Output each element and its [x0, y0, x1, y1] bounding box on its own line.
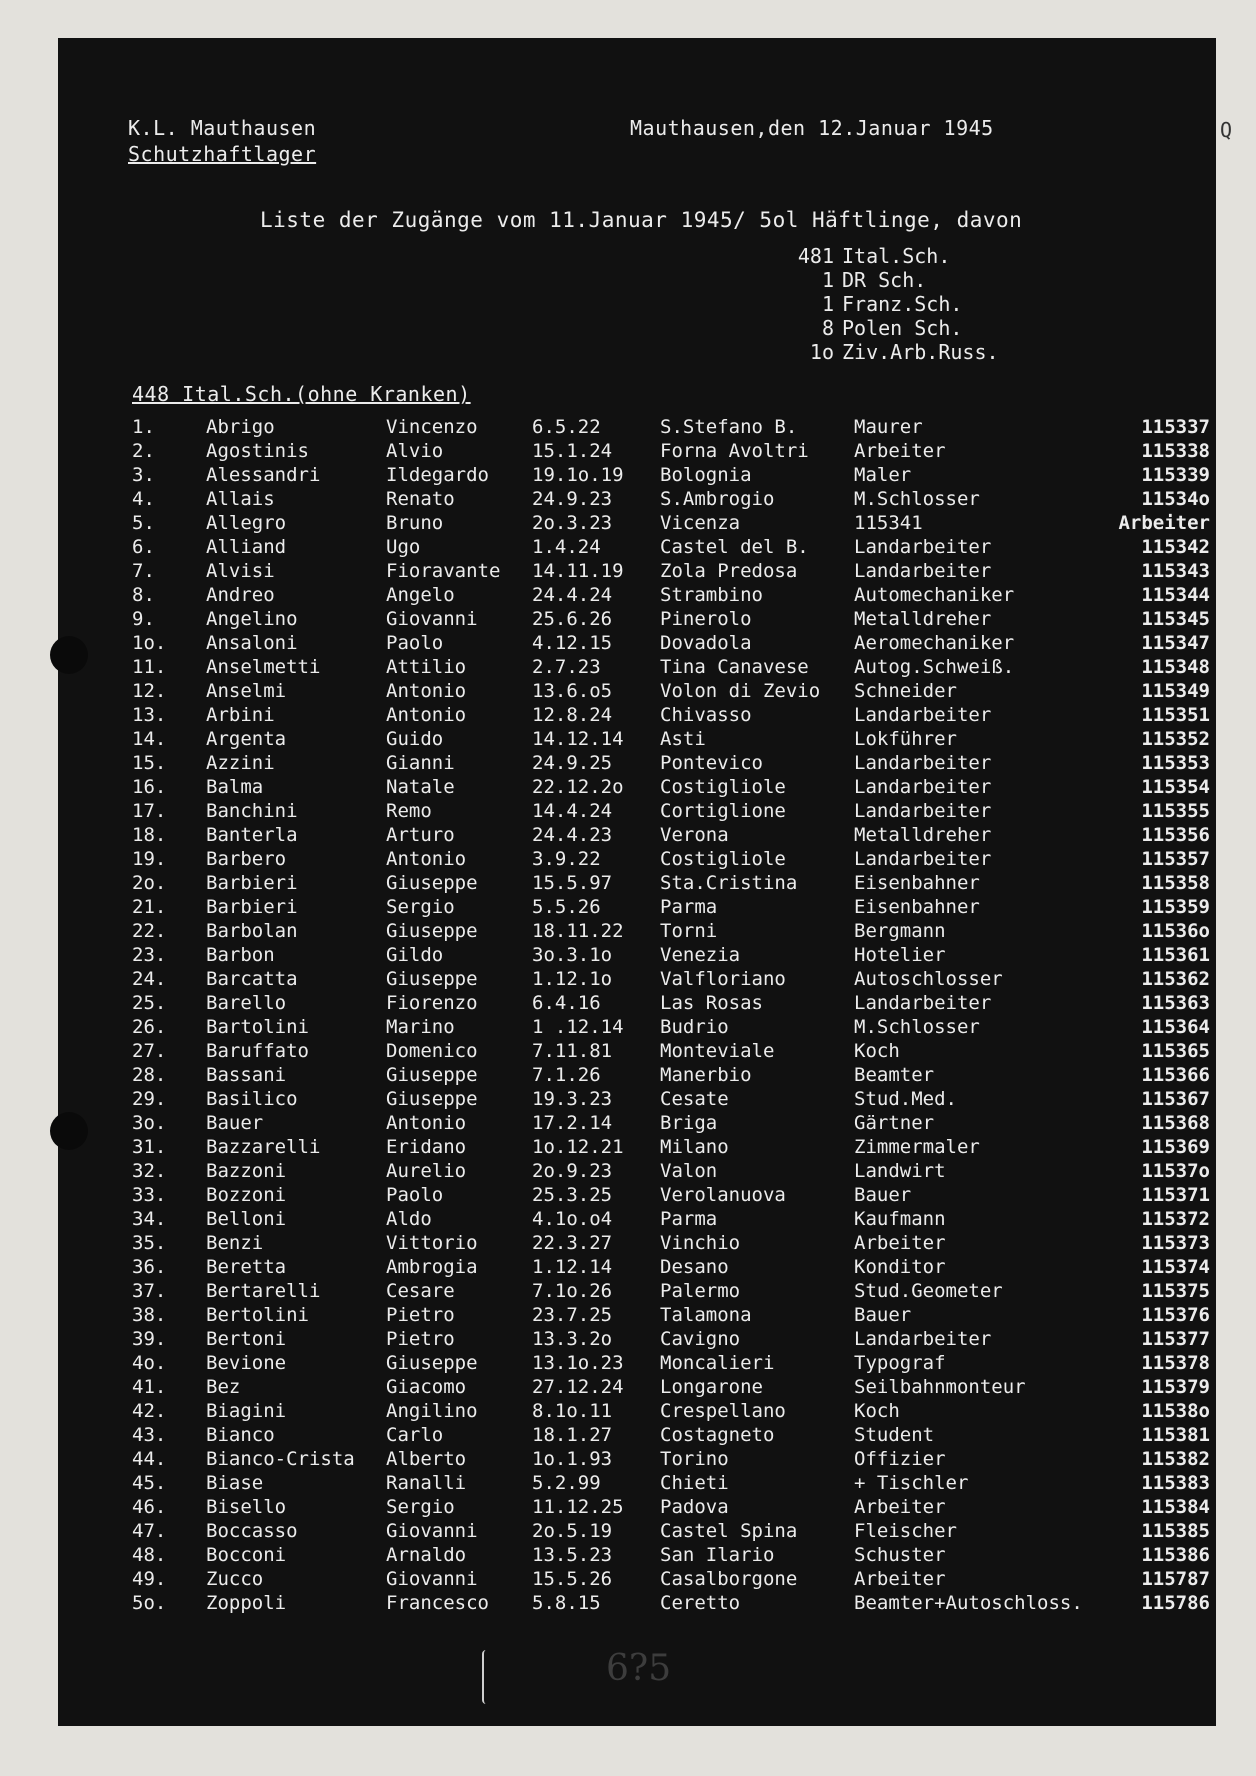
- list-item: 31. Bazzarelli Eridano 1o.12.21 Milano Zimmermaler 115369: [132, 1136, 1210, 1158]
- list-item: 3o. Bauer Antonio 17.2.14 Briga Gärtner 115368: [132, 1112, 1210, 1134]
- list-item: 17. Banchini Remo 14.4.24 Cortiglione Landarbeiter 115355: [132, 800, 1210, 822]
- list-item: 35. Benzi Vittorio 22.3.27 Vinchio Arbeiter 115373: [132, 1232, 1210, 1254]
- list-item: 27. Baruffato Domenico 7.11.81 Monteviale Koch 115365: [132, 1040, 1210, 1062]
- summary-row: 8 Polen Sch.: [821, 316, 963, 340]
- section-title: 448 Ital.Sch.(ohne Kranken): [132, 382, 471, 406]
- list-item: 41. Bez Giacomo 27.12.24 Longarone Seilbahnmonteur 115379: [132, 1376, 1210, 1398]
- summary-row: 481 Ital.Sch.: [797, 244, 951, 268]
- list-item: 28. Bassani Giuseppe 7.1.26 Manerbio Beamter 115366: [132, 1064, 1210, 1086]
- list-item: 1. Abrigo Vincenzo 6.5.22 S.Stefano B. Maurer 115337: [132, 416, 1210, 438]
- list-item: 24. Barcatta Giuseppe 1.12.1o Valfloriano Autoschlosser 115362: [132, 968, 1210, 990]
- list-item: 23. Barbon Gildo 3o.3.1o Venezia Hotelier 115361: [132, 944, 1210, 966]
- list-item: 26. Bartolini Marino 1 .12.14 Budrio M.Schlosser 115364: [132, 1016, 1210, 1038]
- list-item: 7. Alvisi Fioravante 14.11.19 Zola Predosa Landarbeiter 115343: [132, 560, 1210, 582]
- list-intro: Liste der Zugänge vom 11.Januar 1945/ 5ol Häftlinge, davon: [260, 208, 1023, 232]
- list-item: 38. Bertolini Pietro 23.7.25 Talamona Bauer 115376: [132, 1304, 1210, 1326]
- list-item: 39. Bertoni Pietro 13.3.2o Cavigno Landarbeiter 115377: [132, 1328, 1210, 1350]
- list-item: 16. Balma Natale 22.12.2o Costigliole Landarbeiter 115354: [132, 776, 1210, 798]
- list-item: 34. Belloni Aldo 4.1o.o4 Parma Kaufmann 115372: [132, 1208, 1210, 1230]
- document-sheet: [58, 38, 1233, 1726]
- list-item: 46. Bisello Sergio 11.12.25 Padova Arbeiter 115384: [132, 1496, 1210, 1518]
- list-item: 1o. Ansaloni Paolo 4.12.15 Dovadola Aeromechaniker 115347: [132, 632, 1210, 654]
- list-item: 2. Agostinis Alvio 15.1.24 Forna Avoltri Arbeiter 115338: [132, 440, 1210, 462]
- list-item: 15. Azzini Gianni 24.9.25 Pontevico Landarbeiter 115353: [132, 752, 1210, 774]
- list-item: 43. Bianco Carlo 18.1.27 Costagneto Student 115381: [132, 1424, 1210, 1446]
- list-item: 8. Andreo Angelo 24.4.24 Strambino Automechaniker 115344: [132, 584, 1210, 606]
- list-item: 18. Banterla Arturo 24.4.23 Verona Metalldreher 115356: [132, 824, 1210, 846]
- list-item: 42. Biagini Angilino 8.1o.11 Crespellano Koch 11538o: [132, 1400, 1210, 1422]
- list-item: 3. Alessandri Ildegardo 19.1o.19 Bolognia Maler 115339: [132, 464, 1210, 486]
- list-item: 33. Bozzoni Paolo 25.3.25 Verolanuova Bauer 115371: [132, 1184, 1210, 1206]
- list-item: 13. Arbini Antonio 12.8.24 Chivasso Landarbeiter 115351: [132, 704, 1210, 726]
- list-item: 5. Allegro Bruno 2o.3.23 Vicenza 115341 Arbeiter: [132, 512, 1210, 534]
- list-item: 29. Basilico Giuseppe 19.3.23 Cesate Stud.Med. 115367: [132, 1088, 1210, 1110]
- camp-name: K.L. Mauthausen: [128, 116, 317, 140]
- list-item: 36. Beretta Ambrogia 1.12.14 Desano Konditor 115374: [132, 1256, 1210, 1278]
- list-item: 5o. Zoppoli Francesco 5.8.15 Ceretto Beamter+Autoschloss. 115786: [132, 1592, 1210, 1614]
- list-item: 37. Bertarelli Cesare 7.1o.26 Palermo Stud.Geometer 115375: [132, 1280, 1210, 1302]
- list-item: 22. Barbolan Giuseppe 18.11.22 Torni Bergmann 11536o: [132, 920, 1210, 942]
- list-item: 19. Barbero Antonio 3.9.22 Costigliole Landarbeiter 115357: [132, 848, 1210, 870]
- summary-row: 1o Ziv.Arb.Russ.: [809, 340, 999, 364]
- list-item: 14. Argenta Guido 14.12.14 Asti Lokführer 115352: [132, 728, 1210, 750]
- pen-scratch: [482, 1650, 490, 1704]
- list-item: 2o. Barbieri Giuseppe 15.5.97 Sta.Cristina Eisenbahner 115358: [132, 872, 1210, 894]
- list-item: 9. Angelino Giovanni 25.6.26 Pinerolo Metalldreher 115345: [132, 608, 1210, 630]
- list-item: 12. Anselmi Antonio 13.6.o5 Volon di Zevio Schneider 115349: [132, 680, 1210, 702]
- list-item: 21. Barbieri Sergio 5.5.26 Parma Eisenbahner 115359: [132, 896, 1210, 918]
- list-item: 44. Bianco-Crista Alberto 1o.1.93 Torino Offizier 115382: [132, 1448, 1210, 1470]
- list-item: 48. Bocconi Arnaldo 13.5.23 San Ilario Schuster 115386: [132, 1544, 1210, 1566]
- list-item: 32. Bazzoni Aurelio 2o.9.23 Valon Landwirt 11537o: [132, 1160, 1210, 1182]
- list-item: 4o. Bevione Giuseppe 13.1o.23 Moncalieri Typograf 115378: [132, 1352, 1210, 1374]
- summary-row: 1 Franz.Sch.: [821, 292, 963, 316]
- place-date: Mauthausen,den 12.Januar 1945: [630, 116, 994, 140]
- pencil-note: 6?5: [606, 1648, 672, 1689]
- list-item: 49. Zucco Giovanni 15.5.26 Casalborgone Arbeiter 115787: [132, 1568, 1210, 1590]
- list-item: 45. Biase Ranalli 5.2.99 Chieti + Tischler 115383: [132, 1472, 1210, 1494]
- list-item: 47. Boccasso Giovanni 2o.5.19 Castel Spina Fleischer 115385: [132, 1520, 1210, 1542]
- list-item: 11. Anselmetti Attilio 2.7.23 Tina Canavese Autog.Schweiß. 115348: [132, 656, 1210, 678]
- list-item: 6. Alliand Ugo 1.4.24 Castel del B. Landarbeiter 115342: [132, 536, 1210, 558]
- camp-unit: Schutzhaftlager: [128, 142, 317, 166]
- list-item: 25. Barello Fiorenzo 6.4.16 Las Rosas Landarbeiter 115363: [132, 992, 1210, 1014]
- summary-row: 1 DR Sch.: [821, 268, 927, 292]
- margin-mark: Q: [1220, 118, 1233, 142]
- list-item: 4. Allais Renato 24.9.23 S.Ambrogio M.Schlosser 11534o: [132, 488, 1210, 510]
